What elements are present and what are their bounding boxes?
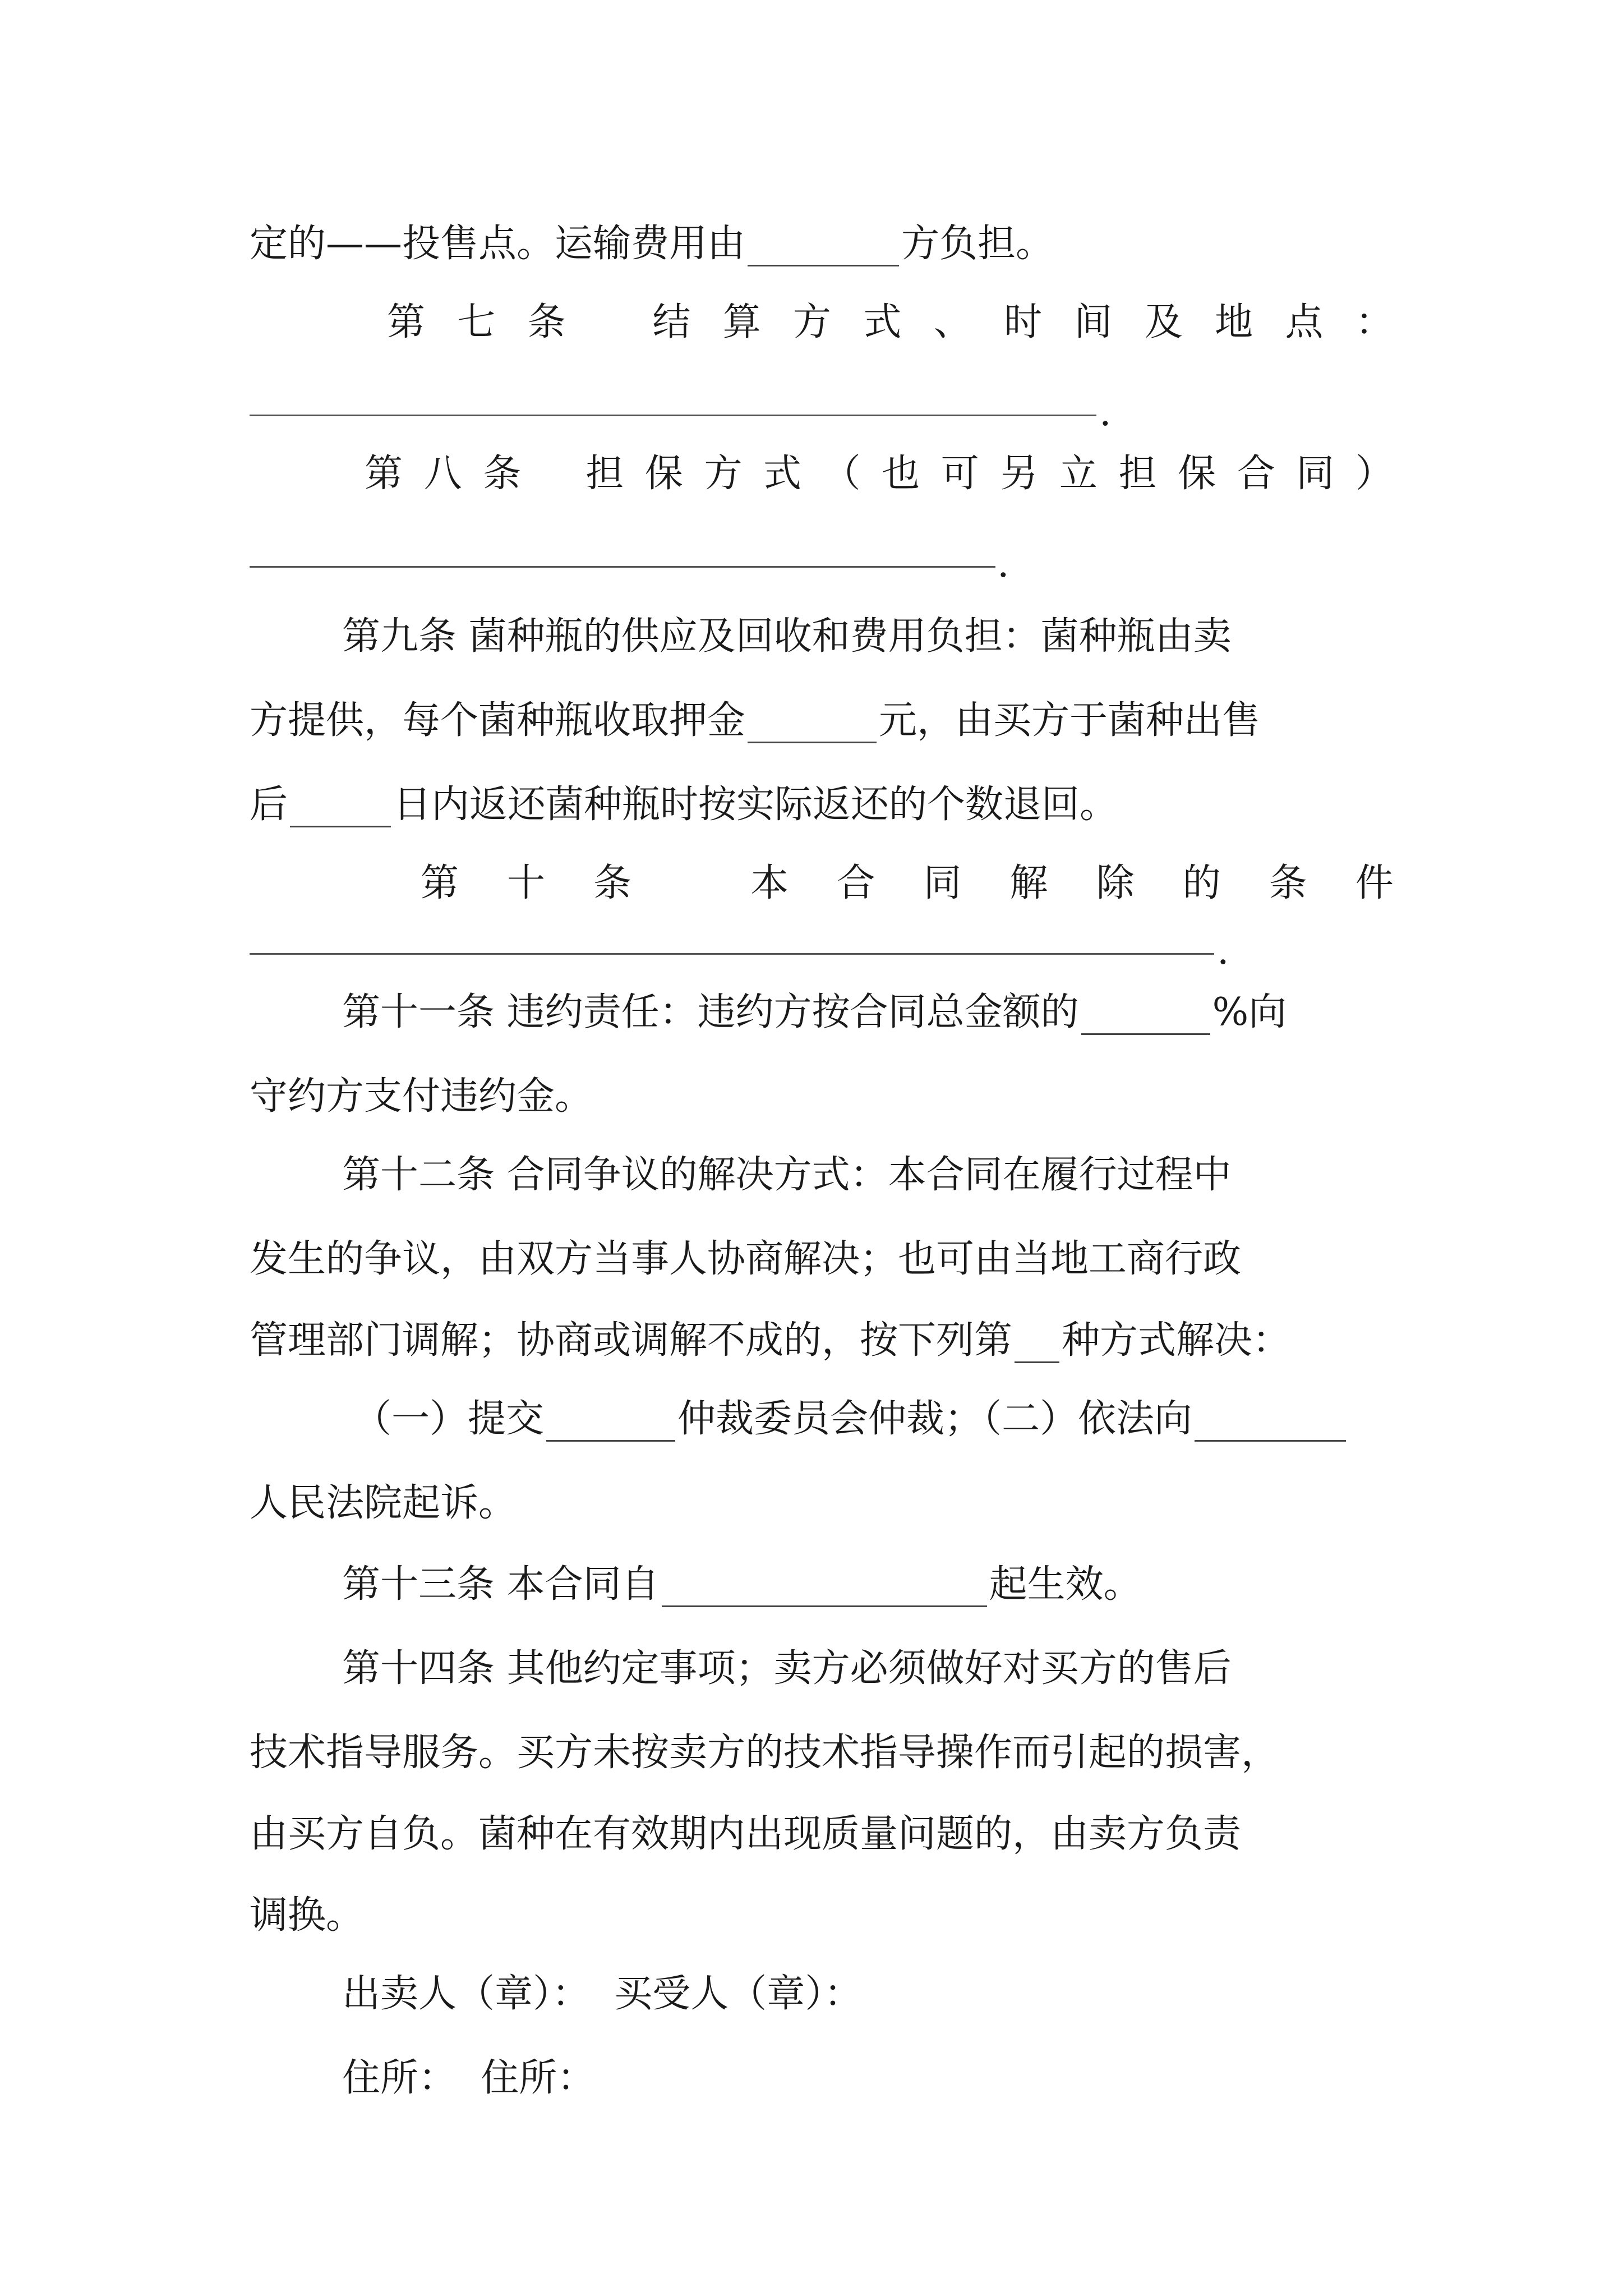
article-12-line-4: （一）提交 仲裁委员会仲裁；（二）依法向 [353,1388,1394,1450]
article-8-heading-char: 担 [585,452,624,496]
shipping-cost-party-blank[interactable] [748,231,899,266]
article-7-heading-char: 七 [457,300,496,344]
article-12-line-2: 发生的争议，由双方当事人协商解决；也可由当地工商行政 [250,1237,1242,1281]
court-blank[interactable] [1195,1406,1346,1442]
article-8-period: . [997,542,1009,586]
article-8-heading-char: ） [1355,452,1394,496]
effective-date-blank[interactable] [662,1572,987,1607]
article-12-line-3: 管理部门调解；协商或调解不成的，按下列第 种方式解决： [250,1318,1291,1363]
article-7-heading-char: 地 [1215,300,1253,344]
article-11-line-1: 第十一条 违约责任：违约方按合同总金额的 %向 [342,990,1287,1034]
article-10-period: . [1217,929,1229,973]
article-12-line-5: 人民法院起诉。 [250,1481,517,1525]
article-10-heading-char: 合 [837,861,875,905]
article-8-heading-char: 保 [1178,452,1216,496]
penalty-percent-blank[interactable] [1081,1000,1210,1035]
article-7-heading-char: 第 [387,300,426,344]
article-8-heading-char: 条 [483,452,522,496]
article-10-heading-char: 除 [1096,861,1135,905]
article-11-line-2: 守约方支付违约金。 [250,1074,593,1119]
article-7-heading-char: 式 [863,300,902,344]
article-7-heading-char: 结 [652,300,691,344]
article-10-heading-char: 第 [421,861,459,905]
return-days-blank[interactable] [290,792,391,827]
article-8-heading-char: 另 [1000,452,1039,496]
article-7-period: . [1099,390,1112,435]
article-7-blank[interactable] [250,412,1096,416]
article-8-heading-char: 立 [1059,452,1098,496]
article-7-heading-char: 点 [1285,300,1324,344]
article-14-line-4: 调换。 [250,1893,365,1938]
article-8-heading-char: 方 [704,452,743,496]
article-10-heading [421,853,1394,914]
article-7-heading-char: 时 [1004,300,1043,344]
article-10-blank[interactable] [250,951,1214,955]
shipping-text: 定的——投售点。运输费用由 [250,222,746,266]
dispute-method-blank[interactable] [1015,1328,1059,1363]
article-9-line-2: 方提供，每个菌种瓶收取押金 元，由买方于菌种出售 [250,698,1261,743]
article-7-heading-char: ： [1355,300,1394,344]
article-7-heading-char: 间 [1074,300,1113,344]
article-7-heading-char: 算 [722,300,761,344]
article-8-heading-char: 同 [1296,452,1335,496]
article-8-heading-char: 式 [763,452,802,496]
article-7-heading-char: 、 [933,300,972,344]
article-13-line: 第十三条 本合同自 起生效。 [342,1562,1142,1607]
article-10-heading-char: 件 [1355,861,1394,905]
article-8-heading-char: （ [822,452,861,496]
signature-parties-line: 出卖人（章）： 买受人（章）： [342,1972,863,2016]
shipping-suffix: 方负担。 [901,222,1054,266]
article-7-heading-char: 条 [527,300,566,344]
article-8-heading [365,443,1394,505]
article-12-line-1: 第十二条 合同争议的解决方式：本合同在履行过程中 [342,1153,1232,1197]
article-8-heading-char: 可 [940,452,979,496]
article-10-heading-char: 条 [1269,861,1307,905]
article-10-heading-char: 条 [593,861,632,905]
deposit-amount-blank[interactable] [748,708,877,743]
article-8-heading-char: 八 [423,452,462,496]
article-8-heading-char: 第 [365,452,403,496]
article-9-line-1: 第九条 菌种瓶的供应及回收和费用负担：菌种瓶由卖 [342,614,1232,659]
article-8-heading-char: 保 [644,452,683,496]
article-8-blank[interactable] [250,564,995,568]
arbitration-committee-blank[interactable] [546,1406,675,1442]
article-7-heading-char: 及 [1144,300,1183,344]
article-10-heading-char: 同 [923,861,962,905]
article-14-line-3: 由买方自负。菌种在有效期内出现质量问题的，由卖方负责 [250,1812,1242,1856]
article-10-heading-char: 解 [1009,861,1048,905]
article-9-line-3: 后 日内返还菌种瓶时按实际返还的个数退回。 [250,783,1118,827]
article-10-heading-char: 十 [507,861,546,905]
article-7-heading [387,292,1394,353]
article-8-heading-char: 也 [882,452,920,496]
article-14-line-1: 第十四条 其他约定事项；卖方必须做好对买方的售后 [342,1646,1232,1691]
shipping-cost-line [250,213,1394,275]
article-10-heading-char: 本 [750,861,789,905]
article-8-heading-char: 担 [1118,452,1157,496]
article-14-line-2: 技术指导服务。买方未按卖方的技术指导操作而引起的损害， [250,1731,1280,1775]
signature-address-line: 住所： 住所： [342,2056,596,2100]
article-10-heading-char: 的 [1182,861,1221,905]
article-7-heading-char: 方 [793,300,832,344]
article-8-heading-char: 合 [1237,452,1275,496]
